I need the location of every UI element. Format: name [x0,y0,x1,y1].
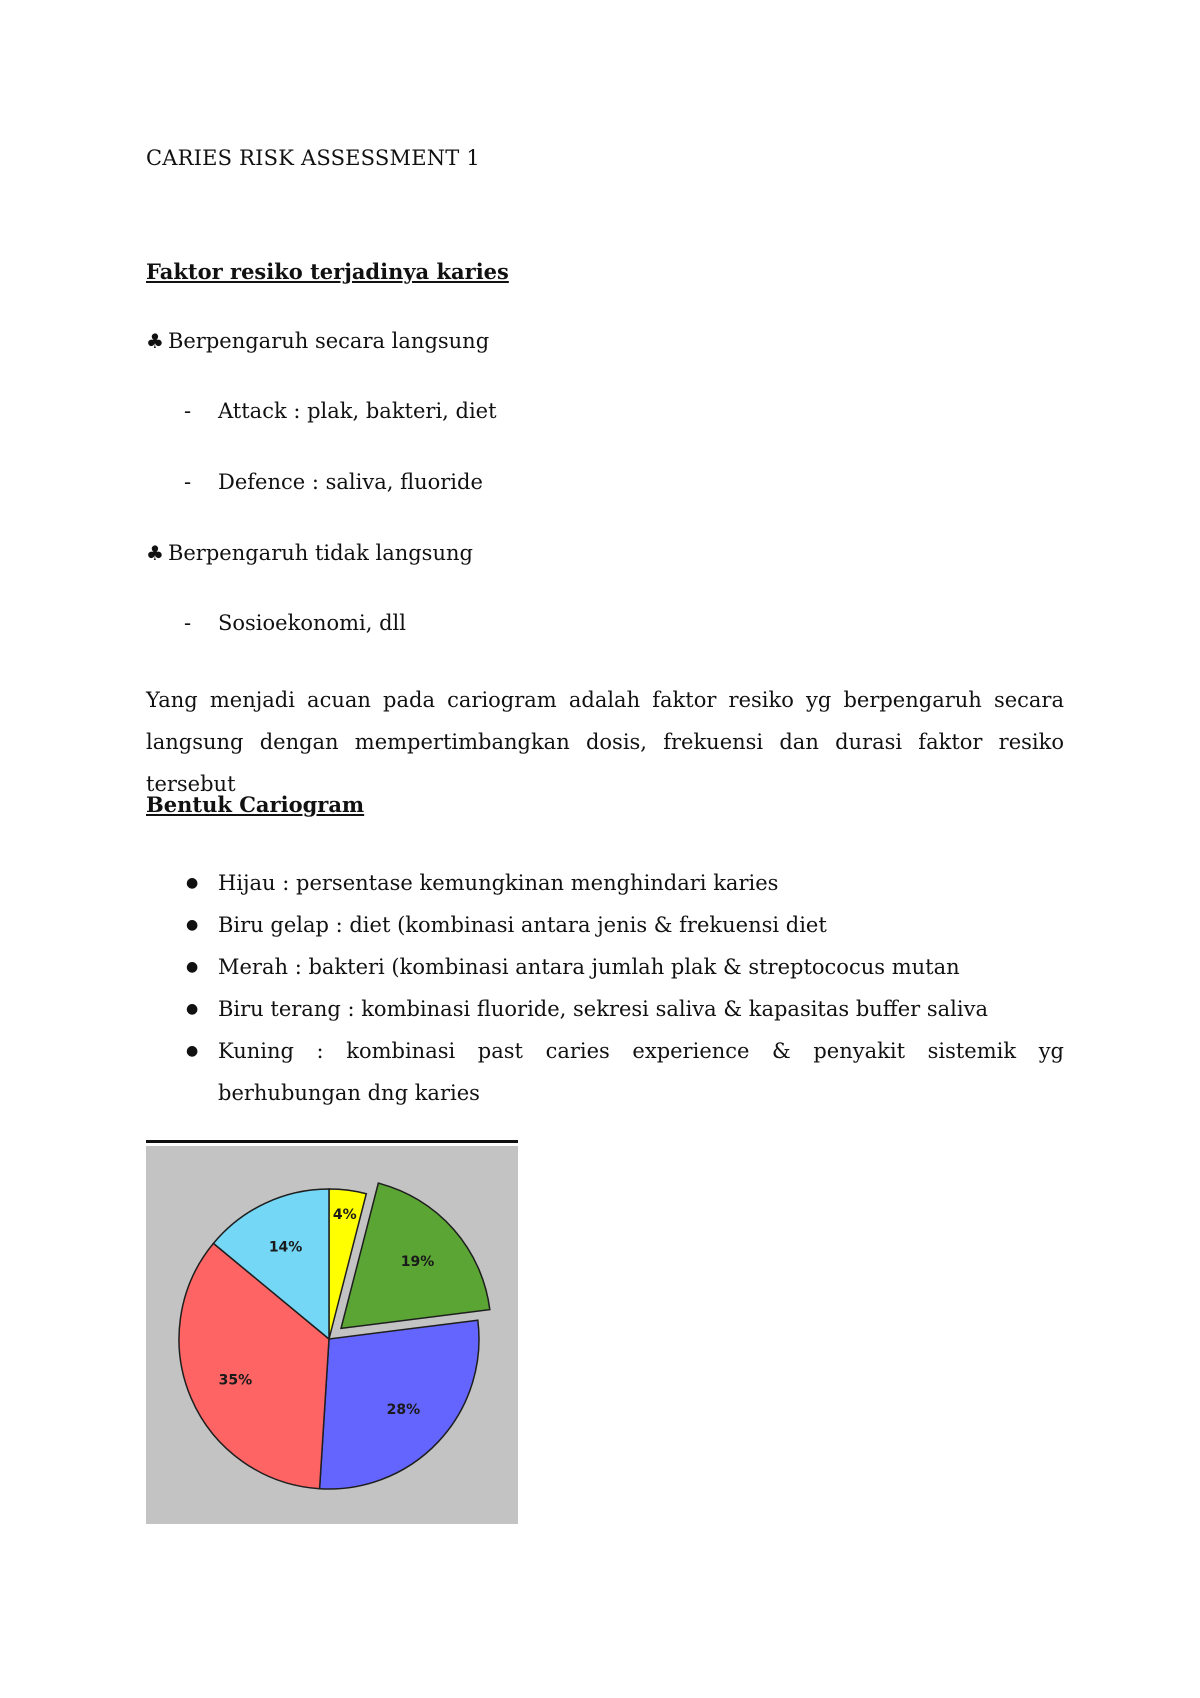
list-item [146,904,1064,946]
list-item-text: Kuning : kombinasi past caries experience & penyakit sistemik yg berhubungan dng karies [218,1039,1064,1105]
list-item-text: Hijau : persentase kemungkinan menghindari karies [218,871,779,895]
bullet-icon: ● [186,1043,199,1059]
bullet-icon: ● [186,959,199,975]
club-icon: ♣ [146,541,164,565]
dash-marker: - [184,470,192,494]
list-item [146,862,1064,904]
list-item [146,988,1064,1030]
list-item-text: Sosioekonomi, dll [218,611,406,635]
list-item-text: Defence : saliva, fluoride [218,470,483,494]
list-item-text: Merah : bakteri (kombinasi antara jumlah plak & streptococus mutan [218,955,960,979]
dash-marker: - [184,611,192,635]
list-item-text: Attack : plak, bakteri, diet [218,399,497,423]
list-item [146,946,1064,988]
list-item-text: Biru terang : kombinasi fluoride, sekresi saliva & kapasitas buffer saliva [218,997,988,1021]
bullet-icon: ● [186,875,199,891]
list-item [184,399,497,423]
list-item [184,470,483,494]
list-item-text: Biru gelap : diet (kombinasi antara jenis & frekuensi diet [218,913,827,937]
list-item [184,611,406,635]
group-label: Berpengaruh secara langsung [167,329,490,353]
cariogram-pie-chart [146,1140,518,1524]
group-label: Berpengaruh tidak langsung [167,541,473,565]
dash-marker: - [184,399,192,423]
cariogram-legend-list [146,862,1064,1114]
pie-slice-label: 19% [400,1253,435,1270]
document-title: CARIES RISK ASSESSMENT 1 [146,146,480,170]
group-direct [146,329,489,353]
pie-svg [146,1146,518,1524]
group-indirect [146,541,473,565]
bullet-icon: ● [186,917,199,933]
pie-slice-label: 35% [218,1372,253,1389]
bullet-icon: ● [186,1001,199,1017]
section-heading-cariogram: Bentuk Cariogram [146,792,365,817]
section-heading-risk-factors: Faktor resiko terjadinya karies [146,259,509,284]
pie-slice-label: 14% [268,1239,303,1256]
club-icon: ♣ [146,329,164,353]
body-paragraph: Yang menjadi acuan pada cariogram adalah faktor resiko yg berpengaruh secara langsung dengan mempertimbangkan dosis, frekuensi dan durasi faktor resiko tersebut [146,688,1064,796]
list-item [146,1030,1064,1114]
chart-top-border [146,1140,518,1143]
pie-slice-label: 4% [332,1206,357,1223]
pie-slice-label: 28% [386,1401,421,1418]
